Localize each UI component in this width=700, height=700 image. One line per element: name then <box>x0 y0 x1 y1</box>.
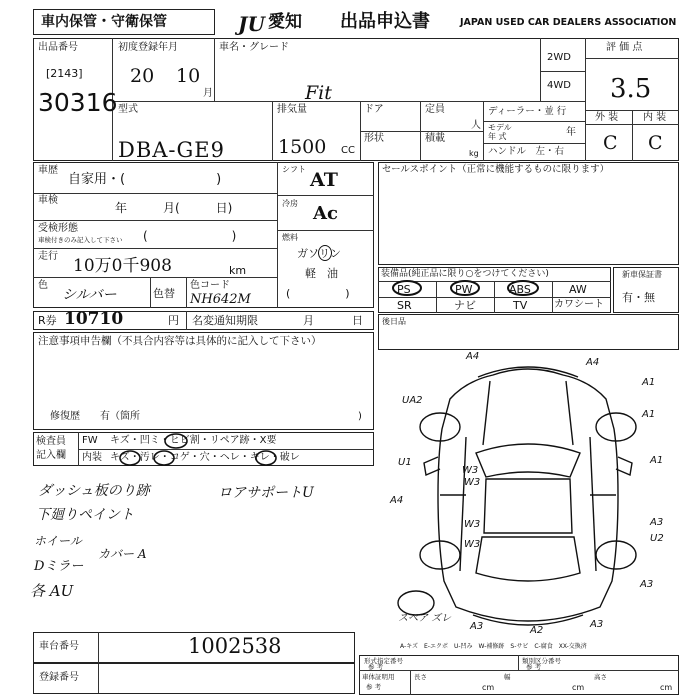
registration-number-label: 登録番号 <box>39 672 79 683</box>
vehicle-history-value: 自家用・( ) <box>68 172 222 187</box>
rear-window <box>476 537 580 581</box>
notes-title: 注意事項申告欄（不具合内容等は具体的に記入して下さい） <box>38 335 322 347</box>
ac-label: 冷房 <box>282 199 298 208</box>
spare-tire <box>398 591 434 615</box>
mark-w3-left-rear: W3 <box>464 477 481 488</box>
color-code-label: 色コード <box>190 280 230 291</box>
mark-w3-rear: W3 <box>464 539 481 550</box>
equip-power-seat: カワシート <box>554 299 604 310</box>
km-unit: km <box>229 264 247 277</box>
inspection-label: 車検 <box>38 195 58 206</box>
width-label: 幅 <box>504 673 511 681</box>
evaluation-score: 3.5 <box>610 74 652 104</box>
hood-line <box>483 381 490 445</box>
inspection-type-label: 受検形態 <box>38 223 78 234</box>
hood-line-2 <box>566 381 573 445</box>
model-year-label: モデル 年 式 <box>488 123 512 141</box>
wear-circle <box>256 451 276 465</box>
equip-ps: PS <box>397 283 411 296</box>
fuel-label: 燃料 <box>282 233 298 242</box>
lot-number: 30316 <box>38 88 118 117</box>
inspection-type-note: 車検付きのみ記入して下さい <box>38 236 123 244</box>
kg-unit: kg <box>469 149 479 158</box>
equipment-label: 装備品(純正品に限り○をつけてください) <box>381 269 549 279</box>
dealer-label: ディーラー・並 行 <box>488 106 567 117</box>
shift-value: AT <box>310 169 338 191</box>
association-english: JAPAN USED CAR DEALERS ASSOCIATION <box>460 17 677 28</box>
equip-sr: SR <box>397 299 412 312</box>
side-right <box>590 437 596 571</box>
class-number-label: 類別区分番号 <box>522 657 561 665</box>
abs-circle <box>508 281 538 295</box>
after-items-label: 後日品 <box>382 317 406 326</box>
mark-a4-front-left: A4 <box>466 351 480 362</box>
pw-circle <box>451 281 479 295</box>
ju-logo: JU <box>238 12 265 36</box>
fw-items: キズ・凹ミ・ヒビ割・リペア跡・X要 <box>110 435 277 446</box>
interior-label: 内 装 <box>643 112 667 123</box>
roof <box>484 479 572 533</box>
yen-unit: 円 <box>168 314 179 327</box>
door-label: ドア <box>364 104 384 115</box>
note-door-mirror: Dミラー <box>34 559 84 574</box>
inspector-label: 検査員 記入欄 <box>36 436 66 461</box>
car-name: Fit <box>305 82 332 104</box>
width-unit: cm <box>572 683 585 692</box>
load-label: 積載 <box>425 133 445 144</box>
drive-2wd: 2WD <box>547 52 571 63</box>
height-unit: cm <box>660 683 673 692</box>
mark-a3-rear-right: A3 <box>640 579 654 590</box>
mark-u2-right: U2 <box>650 533 664 544</box>
equip-navi: ナビ <box>454 299 476 312</box>
chassis-number-value: 1002538 <box>188 634 282 658</box>
storage-label: 車内保管・守衛保管 <box>41 14 167 30</box>
car-damage-diagram <box>378 345 678 645</box>
repair-history-label: 修復歴 有（箇所 <box>50 411 140 422</box>
note-dashboard: ダッシュ板のり跡 <box>38 483 150 499</box>
warranty-value: 有・無 <box>622 291 655 304</box>
body-cert-label: 車体証明用 <box>362 673 395 681</box>
model-designation-label: 形式指定番号 <box>364 657 403 665</box>
mark-a1-front-right: A1 <box>642 377 656 388</box>
seats-label: 定員 <box>425 104 445 115</box>
equip-abs: ABS <box>509 283 531 296</box>
equip-tv: TV <box>513 299 528 312</box>
seats-unit: 人 <box>471 120 481 131</box>
form-title: 出品申込書 <box>340 11 430 32</box>
model-code: DBA-GE9 <box>118 138 225 162</box>
year-unit: 年 <box>566 127 576 138</box>
mirror-right <box>616 457 632 475</box>
damage-legend: A-キズ E-エクボ U-凹み W-補修跡 S-サビ C-腐食 XX-交換済 <box>400 643 587 650</box>
fuel-diesel: 軽 油 <box>305 267 338 280</box>
mark-a3-rear-right2: A3 <box>590 619 604 630</box>
displacement-value: 1500 <box>278 136 327 158</box>
org-name: 愛知 <box>268 12 302 32</box>
color-code-value: NH642M <box>190 292 251 307</box>
color-label: 色 <box>38 280 48 291</box>
recycle-ticket-label: R券 <box>38 314 57 327</box>
color-change-label: 色替 <box>153 287 175 300</box>
mark-a1-right-door: A1 <box>650 455 664 466</box>
month-unit: 月 <box>203 88 213 99</box>
shape-label: 形状 <box>364 133 384 144</box>
interior-grade: C <box>648 132 663 154</box>
inspection-value: 年 月( 日) <box>115 201 233 215</box>
mark-w3-left-lower: W3 <box>464 519 481 530</box>
exterior-grade: C <box>603 132 618 154</box>
mark-w3-left-door: W3 <box>462 465 479 476</box>
equipment-circle-marks <box>378 267 611 313</box>
mark-a3-right: A3 <box>650 517 664 528</box>
side-left <box>460 437 466 571</box>
fuel-gasoline: ガソリン <box>297 247 341 260</box>
recycle-ticket-value: 10710 <box>64 309 124 329</box>
ac-value: Ac <box>313 203 338 224</box>
car-name-label: 車名・グレード <box>219 42 289 53</box>
evaluation-label: 評 価 点 <box>606 42 643 53</box>
displacement-label: 排気量 <box>277 104 307 115</box>
deadline-day: 日 <box>352 314 363 327</box>
note-wheel: ホイール <box>34 534 82 548</box>
wheel-fl <box>420 413 460 441</box>
equip-pw: PW <box>455 283 473 296</box>
interior-items: キズ・汚レ・コゲ・穴・ヘレ・キレ・破レ <box>110 452 300 463</box>
mileage-label: 走行 <box>38 251 58 262</box>
fuel-paren: ( ) <box>286 287 350 300</box>
length-unit: cm <box>482 683 495 692</box>
inspector-circle-marks <box>78 432 374 466</box>
note-lower-support: ロアサポートU <box>218 485 314 501</box>
mark-a2-rear: A2 <box>530 625 544 636</box>
class-number-ref: 参 考 <box>526 663 542 671</box>
interior-items-label: 内装 <box>82 452 102 463</box>
color-value: シルバー <box>62 287 117 303</box>
lot-number-label: 出品番号 <box>38 42 78 53</box>
model-designation-ref: 参 考 <box>368 663 384 671</box>
warranty-label: 新車保証書 <box>622 270 662 279</box>
mark-u1-left: U1 <box>398 457 412 468</box>
mirror-left <box>424 457 440 475</box>
exterior-label: 外 装 <box>595 112 619 123</box>
vehicle-history-label: 車歴 <box>38 165 58 176</box>
mark-a4-front-right: A4 <box>586 357 600 368</box>
dent-circle <box>165 434 187 448</box>
registration-row <box>33 663 355 694</box>
windshield <box>476 444 580 477</box>
mark-ua2: UA2 <box>402 395 423 406</box>
drive-4wd: 4WD <box>547 80 571 91</box>
lot-sub-number: [2143] <box>46 67 83 80</box>
vehicle-spec-box <box>359 655 679 695</box>
ps-circle <box>393 281 421 295</box>
shift-label: シフト <box>282 165 306 174</box>
body-cert-ref: 参 考 <box>366 683 382 691</box>
mark-a3-rear-left: A3 <box>470 621 484 632</box>
sales-point-label: セールスポイント（正常に機能するものに限ります） <box>382 164 610 175</box>
inspection-type-value: ( ) <box>143 229 237 243</box>
stain-circle <box>154 451 174 465</box>
fw-label: FW <box>82 435 98 446</box>
fuel-gasoline-circle <box>318 245 332 261</box>
sales-point-box <box>378 162 679 265</box>
mark-a1-right: A1 <box>642 409 656 420</box>
mark-a4-left: A4 <box>390 495 404 506</box>
equip-aw: AW <box>569 283 587 296</box>
length-label: 長さ <box>414 673 427 681</box>
first-registration-label: 初度登録年月 <box>118 42 178 53</box>
registration-month: 10 <box>176 65 201 87</box>
wheel-fr <box>596 413 636 441</box>
handle-label: ハンドル 左・右 <box>488 146 565 157</box>
model-code-label: 型式 <box>118 104 138 115</box>
mileage-value: 10万0千908 <box>73 256 172 276</box>
note-each: 各 AU <box>30 582 74 600</box>
height-label: 高さ <box>594 673 607 681</box>
chassis-number-label: 車台番号 <box>39 641 79 652</box>
scratch-circle <box>120 451 140 465</box>
name-change-deadline-label: 名変通知期限 <box>192 314 258 327</box>
mark-spare: スペア ズレ <box>398 613 452 624</box>
note-cover: カバー A <box>98 547 147 561</box>
deadline-month: 月 <box>303 314 314 327</box>
repair-history-close: ) <box>358 411 362 422</box>
note-undercarriage: 下廻りペイント <box>36 507 134 523</box>
registration-year: 20 <box>130 65 155 87</box>
cc-unit: CC <box>341 145 355 156</box>
